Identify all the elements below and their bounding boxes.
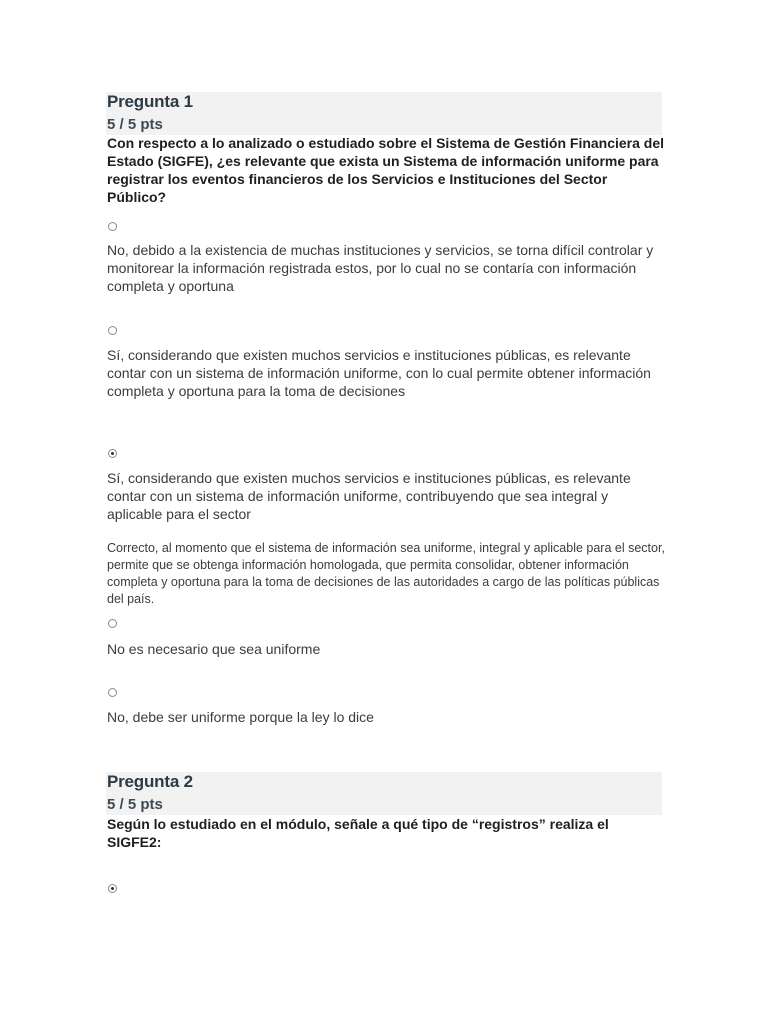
q1-option-4-radio[interactable] bbox=[108, 619, 117, 628]
q1-option-5-radio[interactable] bbox=[108, 688, 117, 697]
q1-option-4-label: No es necesario que sea uniforme bbox=[107, 641, 321, 657]
q1-option-5-label: No, debe ser uniforme porque la ley lo dice bbox=[107, 709, 374, 725]
q1-option-1-radio[interactable] bbox=[108, 222, 117, 231]
question-1-text: Con respecto a lo analizado o estudiado sobre el Sistema de Gestión Financiera del Estado (SIGFE), ¿es relevante que exista un Sistema de información uniforme para registrar los eventos financieros de los Servicios e Instituciones del Sector Público? bbox=[107, 135, 665, 205]
question-1-title: Pregunta 1 bbox=[107, 92, 193, 111]
question-1-points: 5 / 5 pts bbox=[107, 116, 163, 133]
question-2-title: Pregunta 2 bbox=[107, 772, 193, 791]
question-2-text: Según lo estudiado en el módulo, señale a qué tipo de “registros” realiza el SIGFE2: bbox=[107, 816, 609, 850]
q1-option-2-radio[interactable] bbox=[108, 326, 117, 335]
q1-option-3-label: Sí, considerando que existen muchos servicios e instituciones públicas, es relevante contar con un sistema de información uniforme, contribuyendo que sea integral y aplicable para el sector bbox=[107, 470, 631, 522]
q2-option-1-radio[interactable] bbox=[108, 884, 117, 893]
question-2-points: 5 / 5 pts bbox=[107, 796, 163, 813]
q1-option-1-label: No, debido a la existencia de muchas instituciones y servicios, se torna difícil controlar y monitorear la información registrada estos, por lo cual no se contaría con información completa y oportuna bbox=[107, 242, 654, 294]
q1-option-2-label: Sí, considerando que existen muchos servicios e instituciones públicas, es relevante contar con un sistema de información uniforme, con lo cual permite obtener información completa y oportuna para la toma de decisiones bbox=[107, 347, 651, 399]
q1-feedback: Correcto, al momento que el sistema de información sea uniforme, integral y aplicable para el sector, permite que se obtenga información homologada, que permita consolidar, obtener información completa y oportuna para la toma de decisiones de las autoridades a cargo de las políticas públicas del país. bbox=[107, 541, 665, 606]
q1-option-3-radio[interactable] bbox=[108, 449, 117, 458]
